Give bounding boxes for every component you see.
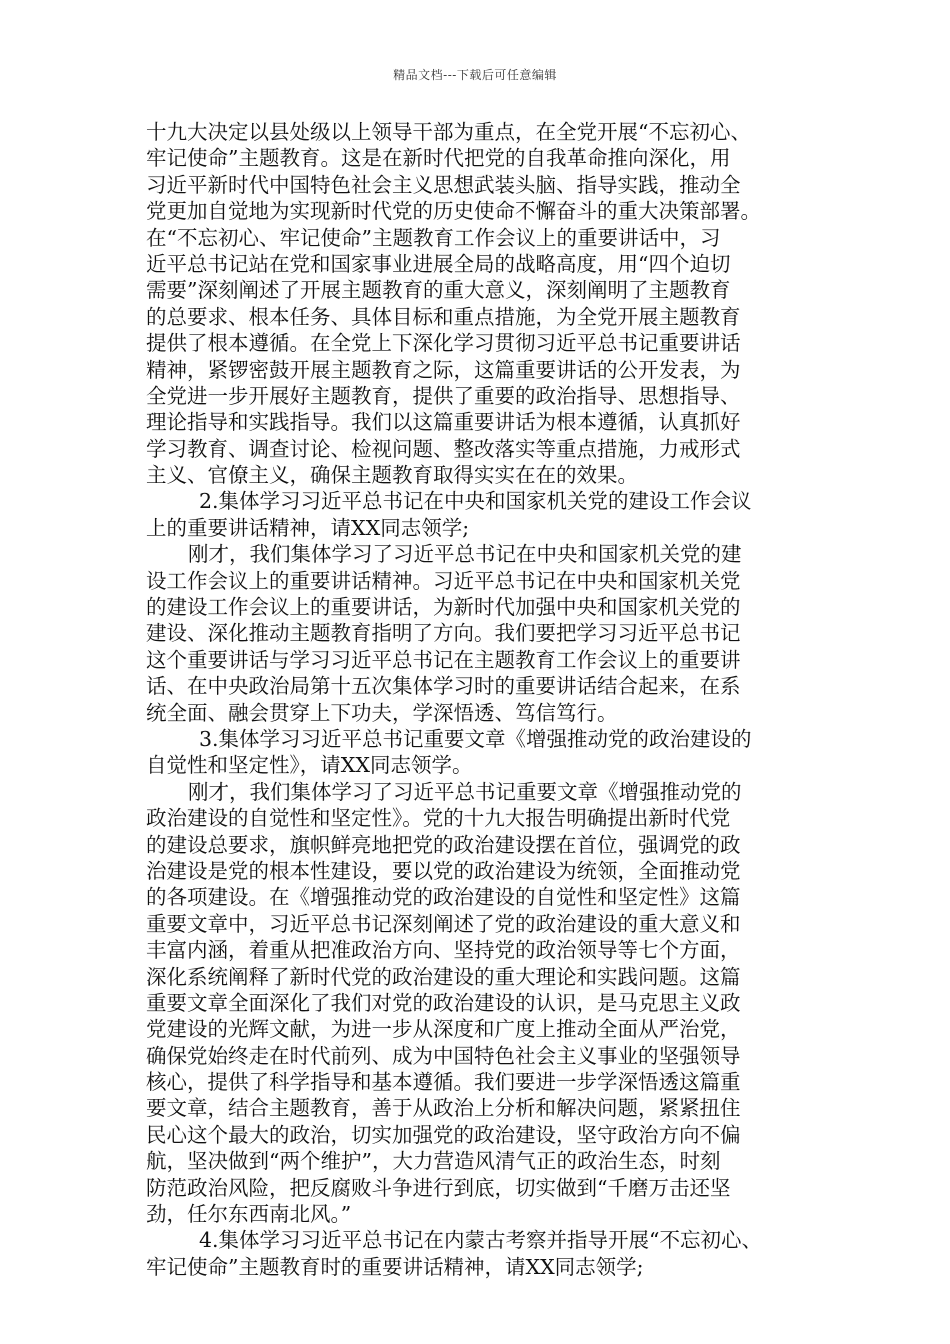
text-line: 习近平新时代中国特色社会主义思想武装头脑、指导实践，推动全 xyxy=(146,172,741,197)
text-line: 的总要求、根本任务、具体目标和重点措施，为全党开展主题教育 xyxy=(146,304,741,329)
page-header: 精品文档---下载后可任意编辑 xyxy=(393,68,557,82)
text-line: 重要文章全面深化了我们对党的政治建设的认识，是马克思主义政 xyxy=(146,990,741,1015)
text-line: 主义、官僚主义，确保主题教育取得实实在在的效果。 xyxy=(146,463,638,488)
text-line: 精神，紧锣密鼓开展主题教育之际，这篇重要讲话的公开发表，为 xyxy=(146,357,741,382)
text-line: 这个重要讲话与学习习近平总书记在主题教育工作会议上的重要讲 xyxy=(146,647,741,672)
text-line: 3.集体学习习近平总书记重要文章《增强推动党的政治建设的 xyxy=(199,726,752,751)
numbered-item xyxy=(146,1227,820,1280)
text-line: 治建设是党的根本性建设，要以党的政治建设为统领，全面推动党 xyxy=(146,858,741,883)
text-line: 近平总书记站在党和国家事业进展全局的战略高度，用“四个迫切 xyxy=(146,251,731,276)
text-line: 民心这个最大的政治，切实加强党的政治建设，坚守政治方向不偏 xyxy=(146,1122,741,1147)
paragraph xyxy=(146,541,820,726)
text-line: 4.集体学习习近平总书记在内蒙古考察并指导开展“不忘初心、 xyxy=(199,1228,763,1253)
text-line: 航，坚决做到“两个维护”，大力营造风清气正的政治生态，时刻 xyxy=(146,1149,721,1174)
document-body xyxy=(146,119,820,1280)
text-line: 要文章，结合主题教育，善于从政治上分析和解决问题，紧紧扭住 xyxy=(146,1096,741,1121)
text-line: 的建设总要求，旗帜鲜亮地把党的政治建设摆在首位，强调党的政 xyxy=(146,832,741,857)
text-line: 刚才，我们集体学习了习近平总书记在中央和国家机关党的建 xyxy=(188,542,742,567)
text-line: 的各项建设。在《增强推动党的政治建设的自觉性和坚定性》这篇 xyxy=(146,885,741,910)
text-line: 劲，任尔东西南北风。” xyxy=(146,1202,352,1227)
text-line: 统全面、融会贯穿上下功夫，学深悟透、笃信笃行。 xyxy=(146,700,618,725)
text-line: 十九大决定以县处级以上领导干部为重点，在全党开展“不忘初心、 xyxy=(146,120,751,144)
numbered-item xyxy=(146,488,820,541)
text-line: 确保党始终走在时代前列、成为中国特色社会主义事业的坚强领导 xyxy=(146,1043,741,1068)
text-line: 深化系统阐释了新时代党的政治建设的重大理论和实践问题。这篇 xyxy=(146,964,741,989)
text-line: 牢记使命”主题教育时的重要讲话精神，请XX同志领学; xyxy=(146,1254,644,1279)
text-line: 在“不忘初心、牢记使命”主题教育工作会议上的重要讲话中，习 xyxy=(146,225,721,250)
text-line: 的建设工作会议上的重要讲话，为新时代加强中央和国家机关党的 xyxy=(146,595,741,620)
paragraph xyxy=(146,779,820,1228)
text-line: 刚才，我们集体学习了习近平总书记重要文章《增强推动党的 xyxy=(188,779,742,804)
text-line: 防范政治风险，把反腐败斗争进行到底，切实做到“千磨万击还坚 xyxy=(146,1175,731,1200)
text-line: 丰富内涵，着重从把准政治方向、坚持党的政治领导等七个方面， xyxy=(146,938,741,963)
text-line: 2.集体学习习近平总书记在中央和国家机关党的建设工作会议 xyxy=(199,489,752,514)
text-line: 重要文章中，习近平总书记深刻阐述了党的政治建设的重大意义和 xyxy=(146,911,741,936)
paragraph xyxy=(146,119,820,488)
text-line: 上的重要讲话精神，请XX同志领学; xyxy=(146,515,470,540)
text-line: 政治建设的自觉性和坚定性》。党的十九大报告明确提出新时代党 xyxy=(146,806,731,831)
text-line: 核心，提供了科学指导和基本遵循。我们要进一步学深悟透这篇重 xyxy=(146,1070,741,1095)
text-line: 设工作会议上的重要讲话精神。习近平总书记在中央和国家机关党 xyxy=(146,568,741,593)
text-line: 自觉性和坚定性》，请XX同志领学。 xyxy=(146,753,473,778)
numbered-item xyxy=(146,726,820,779)
text-line: 学习教育、调查讨论、检视问题、整改落实等重点措施，力戒形式 xyxy=(146,436,741,461)
text-line: 牢记使命”主题教育。这是在新时代把党的自我革命推向深化，用 xyxy=(146,146,731,171)
text-line: 理论指导和实践指导。我们以这篇重要讲话为根本遵循，认真抓好 xyxy=(146,410,741,435)
text-line: 党更加自觉地为实现新时代党的历史使命不懈奋斗的重大决策部署。 xyxy=(146,199,761,224)
text-line: 党建设的光辉文献，为进一步从深度和广度上推动全面从严治党， xyxy=(146,1017,741,1042)
text-line: 需要”深刻阐述了开展主题教育的重大意义，深刻阐明了主题教育 xyxy=(146,278,731,303)
text-line: 全党进一步开展好主题教育，提供了重要的政治指导、思想指导、 xyxy=(146,383,741,408)
text-line: 提供了根本遵循。在全党上下深化学习贯彻习近平总书记重要讲话 xyxy=(146,331,741,356)
text-line: 建设、深化推动主题教育指明了方向。我们要把学习习近平总书记 xyxy=(146,621,741,646)
text-line: 话、在中央政治局第十五次集体学习时的重要讲话结合起来，在系 xyxy=(146,674,741,699)
